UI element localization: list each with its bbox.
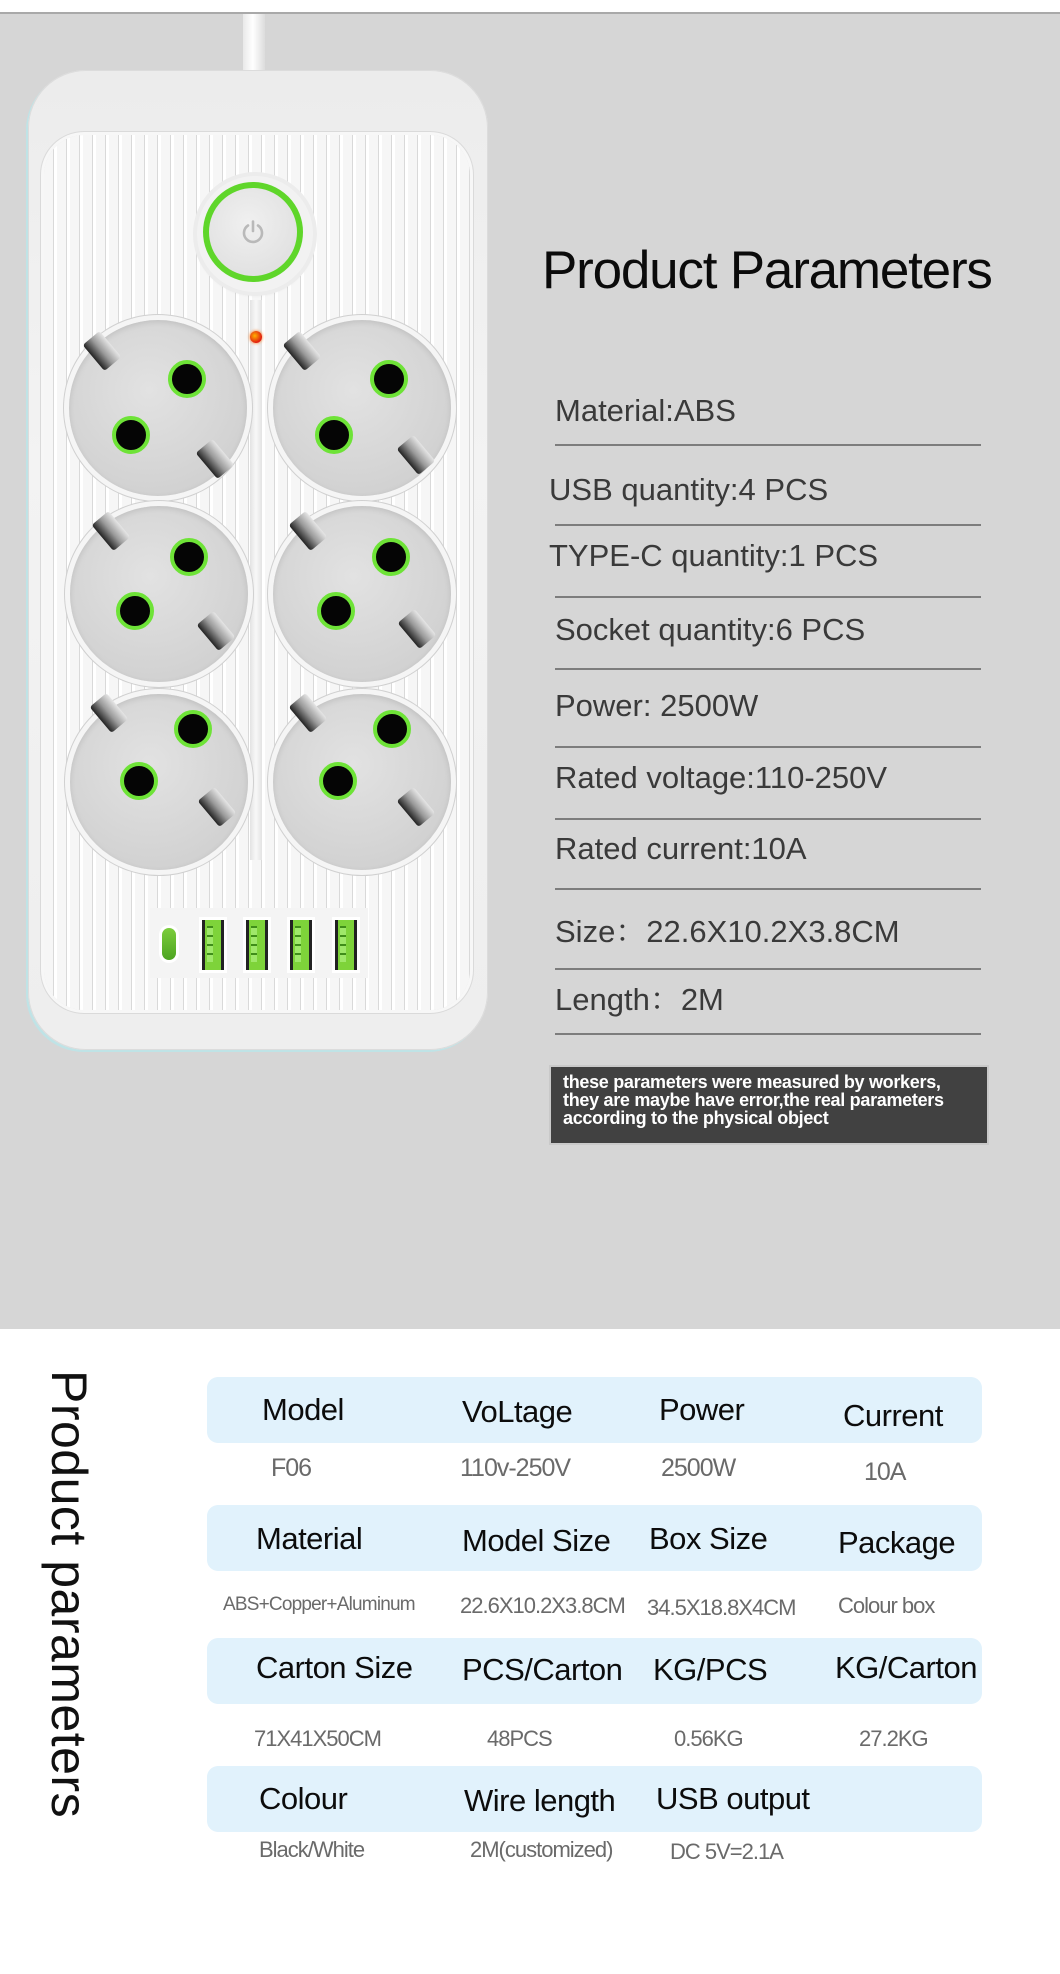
usb-a-port bbox=[335, 920, 357, 970]
value-kg-pcs: 0.56KG bbox=[674, 1726, 743, 1751]
disclaimer-line: according to the physical object bbox=[563, 1108, 829, 1128]
value-carton-size: 71X41X50CM bbox=[254, 1726, 381, 1751]
value-model: F06 bbox=[271, 1454, 312, 1482]
pin-hole bbox=[315, 416, 353, 454]
top-margin bbox=[0, 0, 1060, 12]
disclaimer-line: they are maybe have error,the real parameters bbox=[563, 1090, 944, 1110]
pin-hole bbox=[370, 360, 408, 398]
divider bbox=[555, 524, 981, 526]
header-material: Material bbox=[256, 1521, 363, 1556]
value-voltage: 110v-250V bbox=[460, 1454, 571, 1482]
earth-clip bbox=[198, 787, 237, 827]
param-rated-current: Rated current:10A bbox=[555, 831, 807, 866]
product-parameters-title: Product Parameters bbox=[542, 241, 992, 300]
header-voltage: VoLtage bbox=[462, 1394, 573, 1429]
disclaimer-line: these parameters were measured by workers, bbox=[563, 1072, 941, 1092]
value-wire-length: 2M(customized) bbox=[470, 1837, 613, 1862]
divider bbox=[555, 746, 981, 748]
param-socket-quantity: Socket quantity:6 PCS bbox=[555, 612, 866, 647]
earth-clip bbox=[397, 787, 436, 827]
usb-a-port bbox=[246, 920, 268, 970]
pin-hole bbox=[116, 592, 154, 630]
value-package: Colour box bbox=[838, 1593, 935, 1618]
schuko-socket bbox=[273, 694, 451, 870]
value-material: ABS+Copper+Aluminum bbox=[223, 1594, 415, 1615]
param-usb-quantity: USB quantity:4 PCS bbox=[549, 472, 829, 507]
value-usb-output: DC 5V=2.1A bbox=[670, 1839, 783, 1864]
schuko-socket bbox=[70, 694, 248, 870]
param-length: Length：2M bbox=[555, 982, 724, 1017]
divider bbox=[555, 668, 981, 670]
measurement-disclaimer bbox=[551, 1067, 987, 1143]
header-kg-carton: KG/Carton bbox=[835, 1650, 977, 1685]
param-rated-voltage: Rated voltage:110-250V bbox=[555, 760, 888, 795]
divider bbox=[555, 888, 981, 890]
usb-a-port bbox=[202, 920, 224, 970]
earth-clip bbox=[197, 611, 236, 651]
header-current: Current bbox=[843, 1398, 943, 1433]
schuko-socket bbox=[273, 320, 451, 496]
value-box-size: 34.5X18.8X4CM bbox=[647, 1595, 796, 1620]
header-carton-size: Carton Size bbox=[256, 1650, 413, 1685]
header-power: Power bbox=[659, 1392, 745, 1427]
divider bbox=[555, 1033, 981, 1035]
header-box-size: Box Size bbox=[649, 1521, 768, 1556]
header-kg-pcs: KG/PCS bbox=[653, 1652, 768, 1687]
header-model-size: Model Size bbox=[462, 1523, 611, 1558]
header-model: Model bbox=[262, 1392, 344, 1427]
schuko-socket bbox=[69, 320, 247, 496]
pin-hole bbox=[372, 538, 410, 576]
param-material: Material:ABS bbox=[555, 393, 736, 428]
usb-c-port bbox=[162, 928, 176, 960]
spec-table-side-title: Product parameters bbox=[41, 1370, 97, 1819]
value-power: 2500W bbox=[661, 1454, 736, 1482]
param-size: Size：22.6X10.2X3.8CM bbox=[555, 914, 900, 949]
header-pcs-carton: PCS/Carton bbox=[462, 1652, 623, 1687]
header-wire-length: Wire length bbox=[464, 1783, 616, 1818]
value-pcs-carton: 48PCS bbox=[487, 1726, 552, 1751]
divider bbox=[555, 968, 981, 970]
value-model-size: 22.6X10.2X3.8CM bbox=[460, 1593, 625, 1618]
header-colour: Colour bbox=[259, 1781, 348, 1816]
header-usb-output: USB output bbox=[656, 1781, 810, 1816]
schuko-socket bbox=[273, 506, 451, 682]
param-power: Power: 2500W bbox=[555, 688, 759, 723]
usb-a-port bbox=[290, 920, 312, 970]
pin-hole bbox=[168, 360, 206, 398]
earth-clip bbox=[398, 609, 437, 649]
pin-hole bbox=[174, 710, 212, 748]
divider bbox=[555, 444, 981, 446]
power-switch bbox=[203, 182, 303, 282]
power-indicator-led bbox=[250, 331, 262, 343]
value-colour: Black/White bbox=[259, 1837, 365, 1862]
value-current: 10A bbox=[864, 1458, 906, 1486]
pin-hole bbox=[373, 710, 411, 748]
pin-hole bbox=[317, 592, 355, 630]
center-groove bbox=[250, 300, 262, 860]
pin-hole bbox=[319, 762, 357, 800]
pin-hole bbox=[120, 762, 158, 800]
divider bbox=[555, 818, 981, 820]
power-cable bbox=[243, 14, 265, 74]
pin-hole bbox=[170, 538, 208, 576]
header-package: Package bbox=[838, 1525, 956, 1560]
value-kg-carton: 27.2KG bbox=[859, 1726, 928, 1751]
param-typec-quantity: TYPE-C quantity:1 PCS bbox=[549, 538, 879, 573]
power-icon bbox=[240, 219, 266, 245]
schuko-socket bbox=[70, 506, 248, 682]
pin-hole bbox=[112, 416, 150, 454]
divider bbox=[555, 596, 981, 598]
